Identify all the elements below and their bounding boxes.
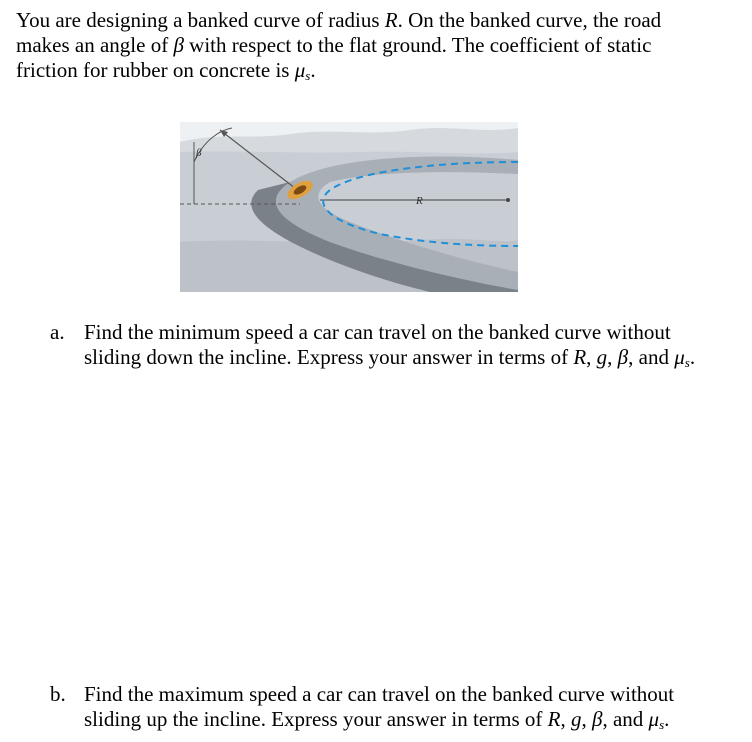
- var-mu-subscript: s: [684, 355, 690, 370]
- question-line-2: [84, 345, 750, 370]
- var-radius: R: [384, 8, 398, 32]
- separator: ,: [607, 345, 618, 369]
- problem-text: You are designing a banked curve of radius: [16, 8, 385, 32]
- var-mu: μ: [648, 707, 660, 731]
- var-g: g: [596, 345, 608, 369]
- var-beta: β: [592, 707, 603, 731]
- question-text: [84, 320, 750, 370]
- problem-line-2: [16, 33, 744, 58]
- var-mu: μ: [674, 345, 685, 369]
- center-point: [506, 198, 510, 202]
- question-letter: a.: [50, 320, 65, 344]
- var-radius: R: [573, 345, 587, 369]
- separator: .: [689, 345, 696, 369]
- separator: ,: [560, 707, 571, 731]
- question-line-2: [84, 707, 750, 732]
- question-text: [84, 682, 750, 732]
- problem-text: . On the banked curve, the road: [397, 8, 662, 32]
- separator: ,: [586, 345, 597, 369]
- problem-statement: [16, 8, 744, 83]
- problem-text: .: [310, 58, 316, 82]
- question-line-1: Find the minimum speed a car can travel on the banked curve without: [84, 320, 671, 344]
- radius-label: R: [416, 195, 423, 207]
- angle-label: β: [196, 147, 202, 159]
- separator: , and: [602, 707, 649, 731]
- separator: .: [664, 707, 670, 731]
- problem-text: makes an angle of: [16, 33, 174, 57]
- problem-line-1: [16, 8, 744, 33]
- var-g: g: [571, 707, 582, 731]
- banked-curve-figure: [180, 122, 518, 292]
- banked-curve-illustration: [180, 122, 518, 292]
- var-mu: μ: [294, 58, 306, 82]
- question-text-part: sliding down the incline. Express your answer in terms of: [84, 345, 574, 369]
- var-radius: R: [547, 707, 561, 731]
- separator: , and: [628, 345, 675, 369]
- var-mu-subscript: s: [305, 68, 311, 83]
- var-beta: β: [173, 33, 184, 57]
- var-beta: β: [617, 345, 629, 369]
- problem-line-3: [16, 58, 744, 83]
- problem-text: friction for rubber on concrete is: [16, 58, 295, 82]
- question-a: [50, 320, 750, 372]
- separator: ,: [581, 707, 592, 731]
- question-b: [50, 682, 750, 734]
- question-text-part: sliding up the incline. Express your answer in terms of: [84, 707, 548, 731]
- question-line-1: Find the maximum speed a car can travel on the banked curve without: [84, 682, 675, 706]
- question-letter: b.: [50, 682, 66, 706]
- var-mu-subscript: s: [659, 717, 665, 732]
- problem-text: with respect to the flat ground. The coefficient of static: [183, 33, 652, 57]
